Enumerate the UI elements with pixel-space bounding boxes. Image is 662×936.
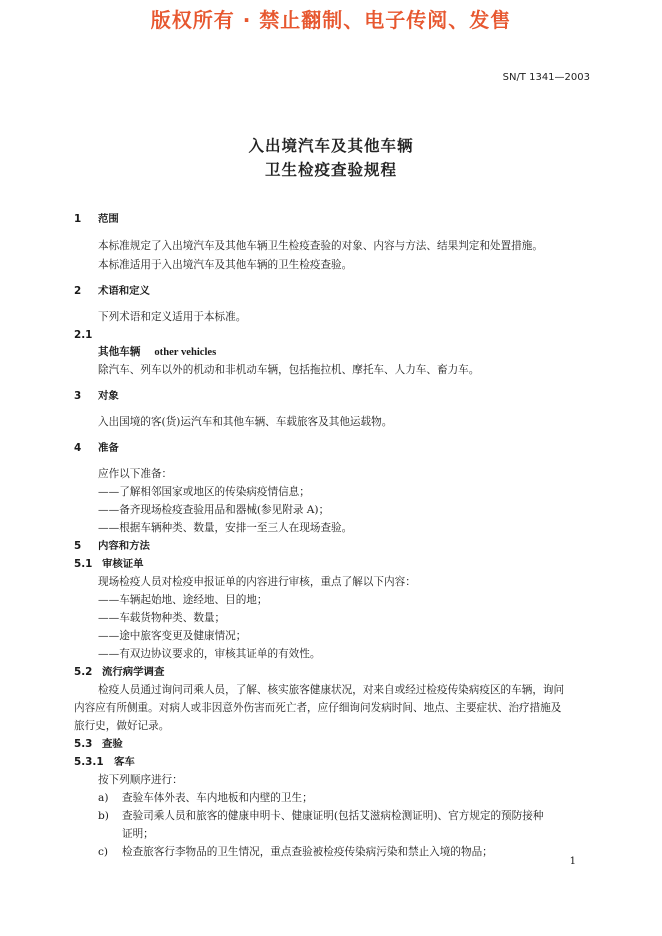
list-continuation: 证明； [122, 828, 154, 840]
section-3-paragraph: 入出国境的客(货)运汽车和其他车辆、车载旅客及其他运载物。 [98, 416, 393, 428]
section-number: 2 [74, 285, 82, 297]
list-item: ——备齐现场检疫查验用品和器械(参见附录 A)； [98, 504, 330, 516]
subsection-number: 5.1 [74, 558, 93, 570]
document-title-line2: 卫生检疫查验规程 [264, 161, 397, 179]
list-marker: a) [98, 792, 109, 804]
section-title: 准备 [98, 442, 119, 454]
subsection-5-1-heading [74, 557, 144, 571]
section-title: 对象 [98, 390, 119, 402]
section-4-intro: 应作以下准备： [98, 468, 173, 480]
section-title: 范围 [98, 213, 119, 225]
section-1-paragraph-2: 本标准适用于入出境汽车及其他车辆的卫生检疫查验。 [98, 259, 353, 271]
paragraph-line: 内容应有所侧重。对病人或非因意外伤害而死亡者，应仔细询问发病时间、地点、主要症状、治疗措施及 [74, 702, 562, 714]
section-5-heading [74, 539, 150, 553]
section-3-heading [74, 389, 119, 403]
section-number: 3 [74, 390, 82, 402]
section-title: 内容和方法 [98, 540, 150, 552]
term-entry [98, 345, 216, 360]
subsection-5-2-heading [74, 665, 164, 679]
subsection-number: 5.2 [74, 666, 93, 678]
page-number: 1 [569, 856, 576, 867]
list-marker: c) [98, 846, 109, 858]
term-definition: 除汽车、列车以外的机动和非机动车辆，包括拖拉机、摩托车、人力车、畜力车。 [98, 364, 480, 376]
list-text: 查验司乘人员和旅客的健康申明卡、健康证明(包括艾滋病检测证明)、官方规定的预防接种 [122, 810, 544, 822]
list-text: 检查旅客行李物品的卫生情况，重点查验被检疫传染病污染和禁止入境的物品； [122, 846, 493, 858]
subsection-number: 5.3 [74, 738, 93, 750]
subsection-title: 审核证单 [102, 558, 144, 570]
list-item: ——有双边协议要求的，审核其证单的有效性。 [98, 648, 321, 660]
subsection-5-3-1-intro: 按下列顺序进行： [98, 774, 183, 786]
subsection-5-3-heading [74, 737, 123, 751]
list-item: ——车辆起始地、途经地、目的地； [98, 594, 268, 606]
document-number: SN/T 1341—2003 [502, 72, 590, 83]
term-english: other vehicles [154, 347, 217, 358]
subsection-title: 查验 [102, 738, 123, 750]
section-1-heading [74, 212, 119, 226]
section-2-heading [74, 284, 150, 298]
list-item: ——途中旅客变更及健康情况； [98, 630, 247, 642]
list-item: ——了解相邻国家或地区的传染病疫情信息； [98, 486, 310, 498]
section-number: 5 [74, 540, 82, 552]
subsection-5-3-1-heading [74, 755, 135, 769]
section-2-paragraph: 下列术语和定义适用于本标准。 [98, 311, 247, 323]
section-title: 术语和定义 [98, 285, 150, 297]
subsection-2-1-number: 2.1 [74, 329, 93, 341]
ordered-list-item [98, 791, 313, 805]
document-title-line1: 入出境汽车及其他车辆 [248, 137, 414, 155]
section-number: 1 [74, 213, 82, 225]
paragraph-line: 旅行史，做好记录。 [74, 720, 170, 732]
section-number: 4 [74, 442, 82, 454]
paragraph-line: 检疫人员通过询问司乘人员，了解、核实旅客健康状况，对来自或经过检疫传染病疫区的车辆，询问 [98, 684, 565, 696]
list-item: ——车载货物种类、数量； [98, 612, 226, 624]
watermark: 版权所有 · 禁止翻制、电子传阅、发售 [150, 8, 512, 32]
list-marker: b) [98, 810, 109, 822]
ordered-list-item [98, 845, 493, 859]
section-4-heading [74, 441, 119, 455]
list-item: ——根据车辆种类、数量，安排一至三人在现场查验。 [98, 522, 353, 534]
section-1-paragraph-1: 本标准规定了入出境汽车及其他车辆卫生检疫查验的对象、内容与方法、结果判定和处置措施。 [98, 240, 543, 252]
list-text: 查验车体外表、车内地板和内壁的卫生； [122, 792, 313, 804]
ordered-list-item [98, 809, 543, 823]
subsection-number: 5.3.1 [74, 756, 104, 768]
subsection-title: 客车 [114, 756, 135, 768]
term-chinese: 其他车辆 [98, 346, 141, 358]
subsection-5-1-intro: 现场检疫人员对检疫申报证单的内容进行审核，重点了解以下内容： [98, 576, 416, 588]
subsection-title: 流行病学调查 [102, 666, 165, 678]
